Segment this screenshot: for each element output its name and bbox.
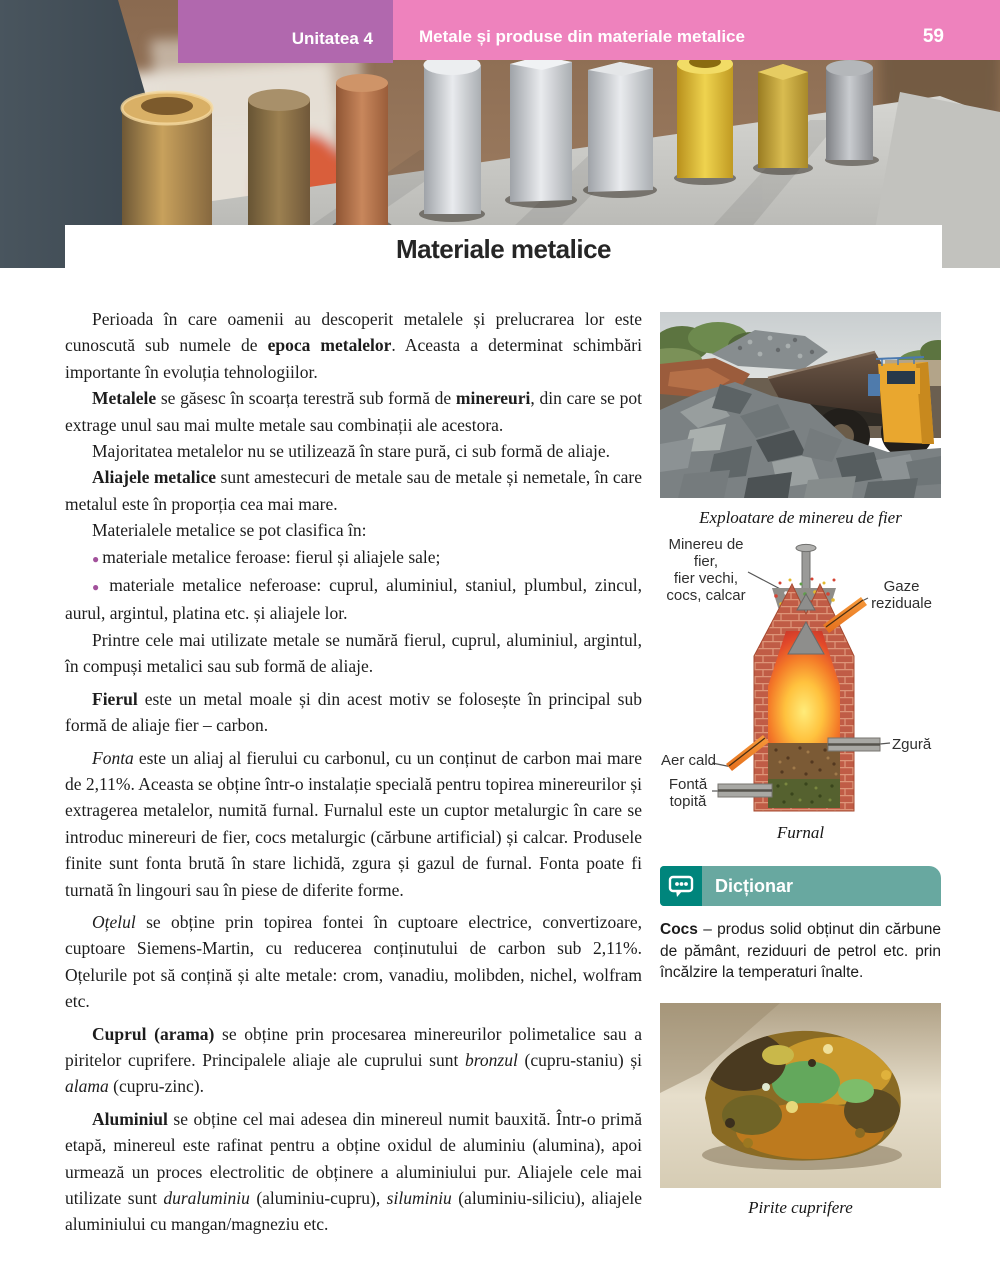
bullet-dot: ● <box>92 551 103 566</box>
bullet-dot: ● <box>92 580 110 595</box>
dictionary-title: Dicționar <box>715 875 794 896</box>
dictionary-box <box>660 866 941 984</box>
paragraph: Aliajele metalice sunt amestecuri de metale sau de metale și nemetale, în care metalul este în proporția cea mai mare. <box>65 467 642 514</box>
pirite-photo-art <box>660 1003 941 1188</box>
page-number: 59 <box>922 26 944 47</box>
furnace-label-charge: Minereu de fier, fier vechi, cocs, calcar <box>666 536 746 604</box>
paragraph: Oțelul se obține prin topirea fontei în cuptoare electrice, convertizoare, cuptoare Siemens-Martin, cu reducerea conținutului de carbon sub 2,11%. Oțelurile pot să conțină și alte metale: crom, vanadiu, molibden, nichel, wolfram etc. <box>65 911 642 1012</box>
furnace-caption: Furnal <box>776 823 825 842</box>
paragraph: Metalele se găsesc în scoarța terestră sub formă de minereuri, din care se pot extrage unul sau mai multe metale sau combinații ale acestora. <box>65 388 642 435</box>
title-band <box>65 225 942 268</box>
paragraph: Aluminiul se obține cel mai adesea din minereul numit bauxită. Într-o primă etapă, minereul este rafinat pentru a obține oxidul de aluminiu (alumina), apoi urmează un proces electrolitic de obținere a aluminiului pur. Aliajele cele mai utilizate sunt duraluminiu (aluminiu-cupru), siluminiu (aluminiu-siliciu), aliajele aluminiului cu mangan/magneziu etc. <box>65 1108 642 1235</box>
page-title: Materiale metalice <box>395 234 611 264</box>
article-body <box>65 306 642 1238</box>
unit-label: Unitatea 4 <box>291 28 373 48</box>
chapter-bar <box>393 0 1000 60</box>
paragraph: Printre cele mai utilizate metale se numără fierul, cuprul, aluminiul, argintul, în compuși metalici sau sub formă de aliaje. <box>65 629 642 677</box>
furnace-label-gas: Gaze reziduale <box>871 578 932 612</box>
paragraph: Majoritatea metalelor nu se utilizează în stare pură, ci sub formă de aliaje. <box>92 441 610 462</box>
furnace-label-air: Aer cald <box>660 752 716 769</box>
pirite-photo <box>660 1003 941 1193</box>
dictionary-header <box>660 866 941 906</box>
chapter-title: Metale și produse din materiale metalice <box>419 27 745 46</box>
paragraph: Perioada în care oamenii au descoperit metalele și prelucrarea lor este cunoscută sub numele de epoca metalelor. Aceasta a determinat schimbări importante în evoluția tehnologiilor. <box>65 309 642 382</box>
truck-photo <box>660 312 941 503</box>
dictionary-term: Cocs <box>660 921 698 938</box>
truck-caption: Exploatare de minereu de fier <box>699 508 902 527</box>
unit-tab <box>178 0 393 63</box>
paragraph: Materialele metalice se pot clasifica în: <box>92 520 367 541</box>
pirite-figure <box>660 1003 941 1218</box>
dictionary-definition: Cocs – produs solid obținut din cărbune de pământ, reziduuri de petrol etc. prin încălzire la temperaturi înalte. <box>660 921 941 981</box>
paragraph: Fonta este un aliaj al fierului cu carbonul, cu un conținut de carbon mai mare de 2,11%. Aceasta se obține într-o instalație specială pentru topirea minereurilor și extragerea metalelor, numită furnal. Furnalul este un cuptor metalurgic în care se introduc minereuri de fier, cocs metalurgic (cărbune artificial) și calcar. Produsele finite sunt fonta brută în stare lichidă, zgura și gazul de furnal. Fonta poate fi turnată în lingouri sau în piese de diferite forme. <box>65 747 642 900</box>
truck-photo-art <box>660 312 941 498</box>
furnace-label-slag: Zgură <box>892 736 932 753</box>
furnace-label-iron: Fontă topită <box>668 776 708 810</box>
paragraph: Cuprul (arama) se obține prin procesarea minereurilor polimetalice sau a piritelor cuprifere. Principalele aliaje ale cuprului sunt bronzul (cupru-staniu) și alama (cupru-zinc). <box>65 1023 642 1097</box>
bullet-item: ● materiale metalice feroase: fierul și aliajele sale; <box>92 546 441 567</box>
furnace-figure <box>660 536 941 848</box>
pirite-caption: Pirite cuprifere <box>748 1198 853 1217</box>
truck-figure <box>660 312 941 528</box>
speech-bubble-icon <box>660 866 702 906</box>
bullet-item: ● materiale metalice neferoase: cuprul, aluminiul, staniul, plumbul, zincul, aurul, argintul, platina etc. și aliajele lor. <box>65 575 642 624</box>
paragraph: Fierul este un metal moale și din acest motiv se folosește în principal sub formă de aliaje fier – carbon. <box>65 688 642 736</box>
